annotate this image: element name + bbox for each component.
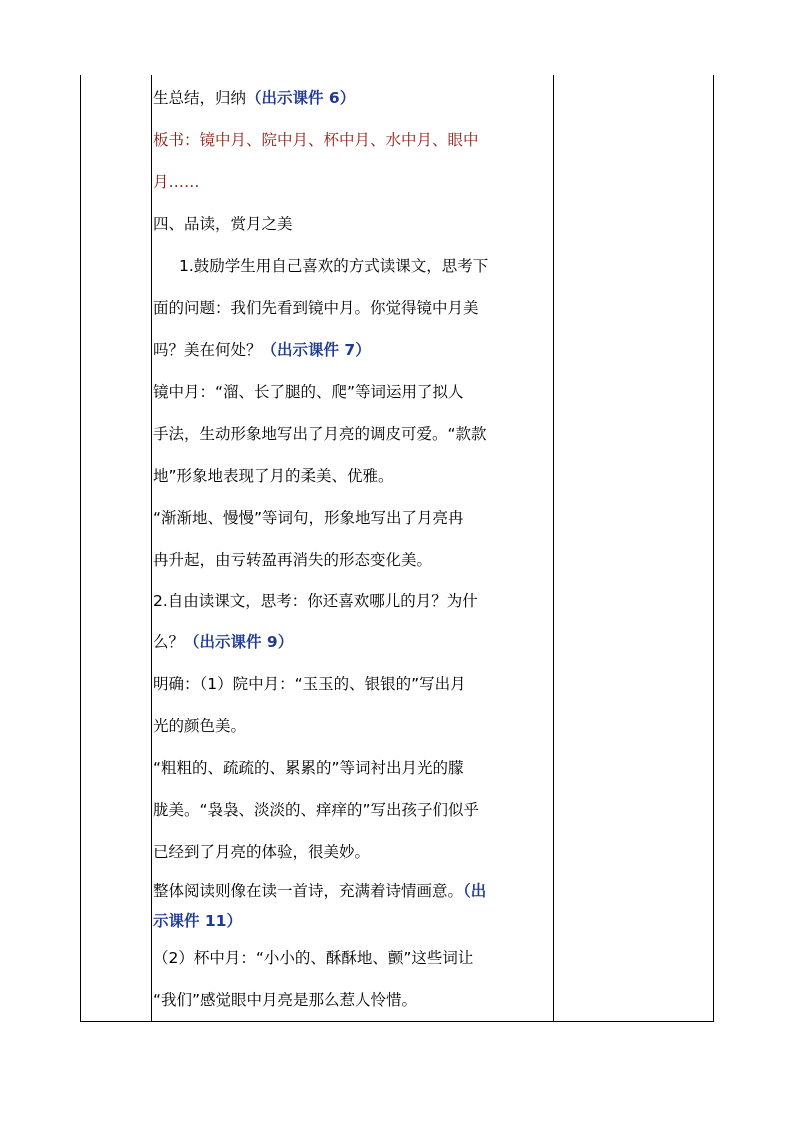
text-line: 光的颜色美。	[153, 717, 247, 735]
text-line: 2.自由读课文，思考：你还喜欢哪儿的月？为什	[153, 592, 478, 610]
text-line: 整体阅读则像在读一首诗，充满着诗情画意。（出	[153, 882, 487, 900]
text-line: 镜中月：“溜、长了腿的、爬”等词运用了拟人	[153, 383, 464, 401]
text-line: 冉升起，由亏转盈再消失的形态变化美。	[153, 551, 433, 569]
blackboard-writing-line: 板书：镜中月、院中月、杯中月、水中月、眼中	[153, 131, 479, 149]
section-heading: 四、品读，赏月之美	[153, 215, 293, 233]
table-left-border	[80, 75, 81, 1022]
text-line: 地”形象地表现了月的柔美、优雅。	[153, 467, 394, 485]
text-line: “渐渐地、慢慢”等词句，形象地写出了月亮冉	[153, 509, 464, 527]
text-line: 1.鼓励学生用自己喜欢的方式读课文，思考下	[179, 257, 489, 275]
blackboard-writing-line: 月……	[153, 173, 200, 191]
teaching-content-cell	[151, 75, 553, 1022]
lesson-table	[80, 75, 714, 1022]
text-line: 已经到了月亮的体验，很美妙。	[153, 843, 371, 861]
table-right-border	[713, 75, 714, 1022]
text-line: 么？（出示课件 9）	[153, 633, 294, 651]
text-line: 吗？美在何处？（出示课件 7）	[153, 341, 371, 359]
text-line: 胧美。“袅袅、淡淡的、痒痒的”写出孩子们似乎	[153, 801, 480, 819]
text-line: “我们”感觉眼中月亮是那么惹人怜惜。	[153, 991, 418, 1009]
text-line: 生总结，归纳（出示课件 6）	[153, 89, 356, 107]
text-line: 示课件 11）	[153, 912, 242, 930]
text-line: “粗粗的、疏疏的、累累的”等词衬出月光的朦	[153, 759, 464, 777]
text-line: 明确：（1）院中月：“玉玉的、银银的”写出月	[153, 675, 466, 693]
text-line: 面的问题：我们先看到镜中月。你觉得镜中月美	[153, 299, 479, 317]
column-divider-2	[553, 75, 554, 1022]
text-line: 手法，生动形象地写出了月亮的调皮可爱。“款款	[153, 425, 487, 443]
text-line: （2）杯中月：“小小的、酥酥地、颤”这些词让	[153, 949, 474, 967]
